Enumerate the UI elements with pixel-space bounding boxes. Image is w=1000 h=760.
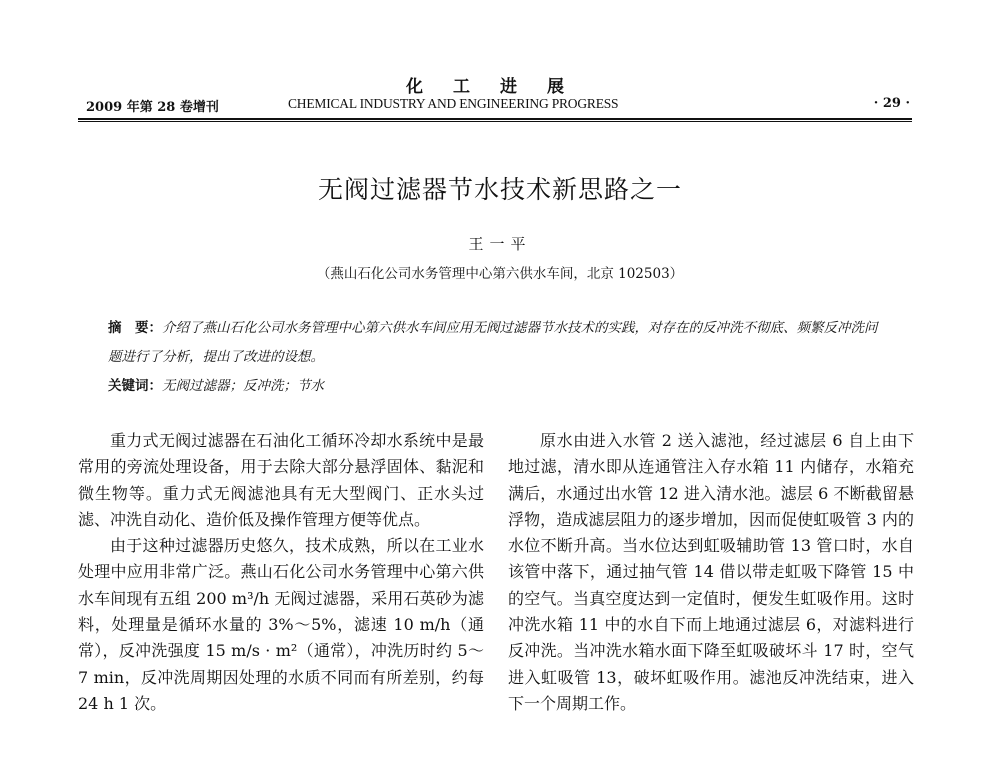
paragraph: 由于这种过滤器历史悠久，技术成熟，所以在工业水处理中应用非常广泛。燕山石化公司水务管理中心第六供水车间现有五组 200 m³/h 无阀过滤器，采用石英砂为滤料，处理量是循环水量的 3%～5%，滤速 10 m/h（通常），反冲洗强度 15 m/s · m²（通常），冲洗历时约 5～7 min，反冲洗周期因处理的水质不同而有所差别，约每 24 h 1 次。: [78, 536, 484, 713]
abstract: [108, 314, 888, 372]
article-title: 无阀过滤器节水技术新思路之一: [317, 175, 682, 204]
keywords-text: 无阀过滤器；反冲洗；节水: [162, 378, 324, 394]
header-rule-thin: [78, 121, 912, 122]
journal-title-english: CHEMICAL INDUSTRY AND ENGINEERING PROGRESS: [288, 96, 619, 111]
paragraph: 重力式无阀过滤器在石油化工循环冷却水系统中是最常用的旁流处理设备，用于去除大部分悬浮固体、黏泥和微生物等。重力式无阀滤池具有无大型阀门、正水头过滤、冲洗自动化、造价低及操作管理方便等优点。: [78, 431, 484, 529]
paragraph: 原水由进入水管 2 送入滤池，经过滤层 6 自上由下地过滤，清水即从连通管注入存水箱 11 内储存，水箱充满后，水通过出水管 12 进入清水池。滤层 6 不断截留悬浮物，造成滤层阻力的逐步增加，因而促使虹吸管 3 内的水位不断升高。当水位达到虹吸辅助管 13 管口时，水自该管中落下，通过抽气管 14 借以带走虹吸下降管 15 中的空气。当真空度达到一定值时，便发生虹吸作用。这时冲洗水箱 11 中的水自下而上地通过滤层 6，对滤料进行反冲洗。当冲洗水箱水面下降至虹吸破坏斗 17 时，空气进入虹吸管 13，破坏虹吸作用。滤池反冲洗结束，进入下一个周期工作。: [508, 431, 914, 713]
running-header: [78, 94, 912, 116]
abstract-label: 摘 要：: [108, 320, 162, 336]
page-number: · 29 ·: [873, 96, 910, 111]
abstract-text: 介绍了燕山石化公司水务管理中心第六供水车间应用无阀过滤器节水技术的实践，对存在的反冲洗不彻底、频繁反冲洗问题进行了分析，提出了改进的设想。: [108, 320, 878, 365]
body-column-left: [78, 428, 484, 717]
keywords-label: 关键词：: [108, 378, 162, 394]
author-name: 王一平: [468, 235, 532, 253]
issue-info: 2009 年第 28 卷增刊: [86, 100, 219, 115]
journal-title-chinese: 化工进展: [406, 77, 594, 97]
keywords: [108, 372, 888, 401]
author-affiliation: （燕山石化公司水务管理中心第六供水车间，北京 102503）: [316, 266, 684, 282]
body-column-right: [508, 428, 914, 717]
header-rule-thick: [78, 118, 912, 120]
